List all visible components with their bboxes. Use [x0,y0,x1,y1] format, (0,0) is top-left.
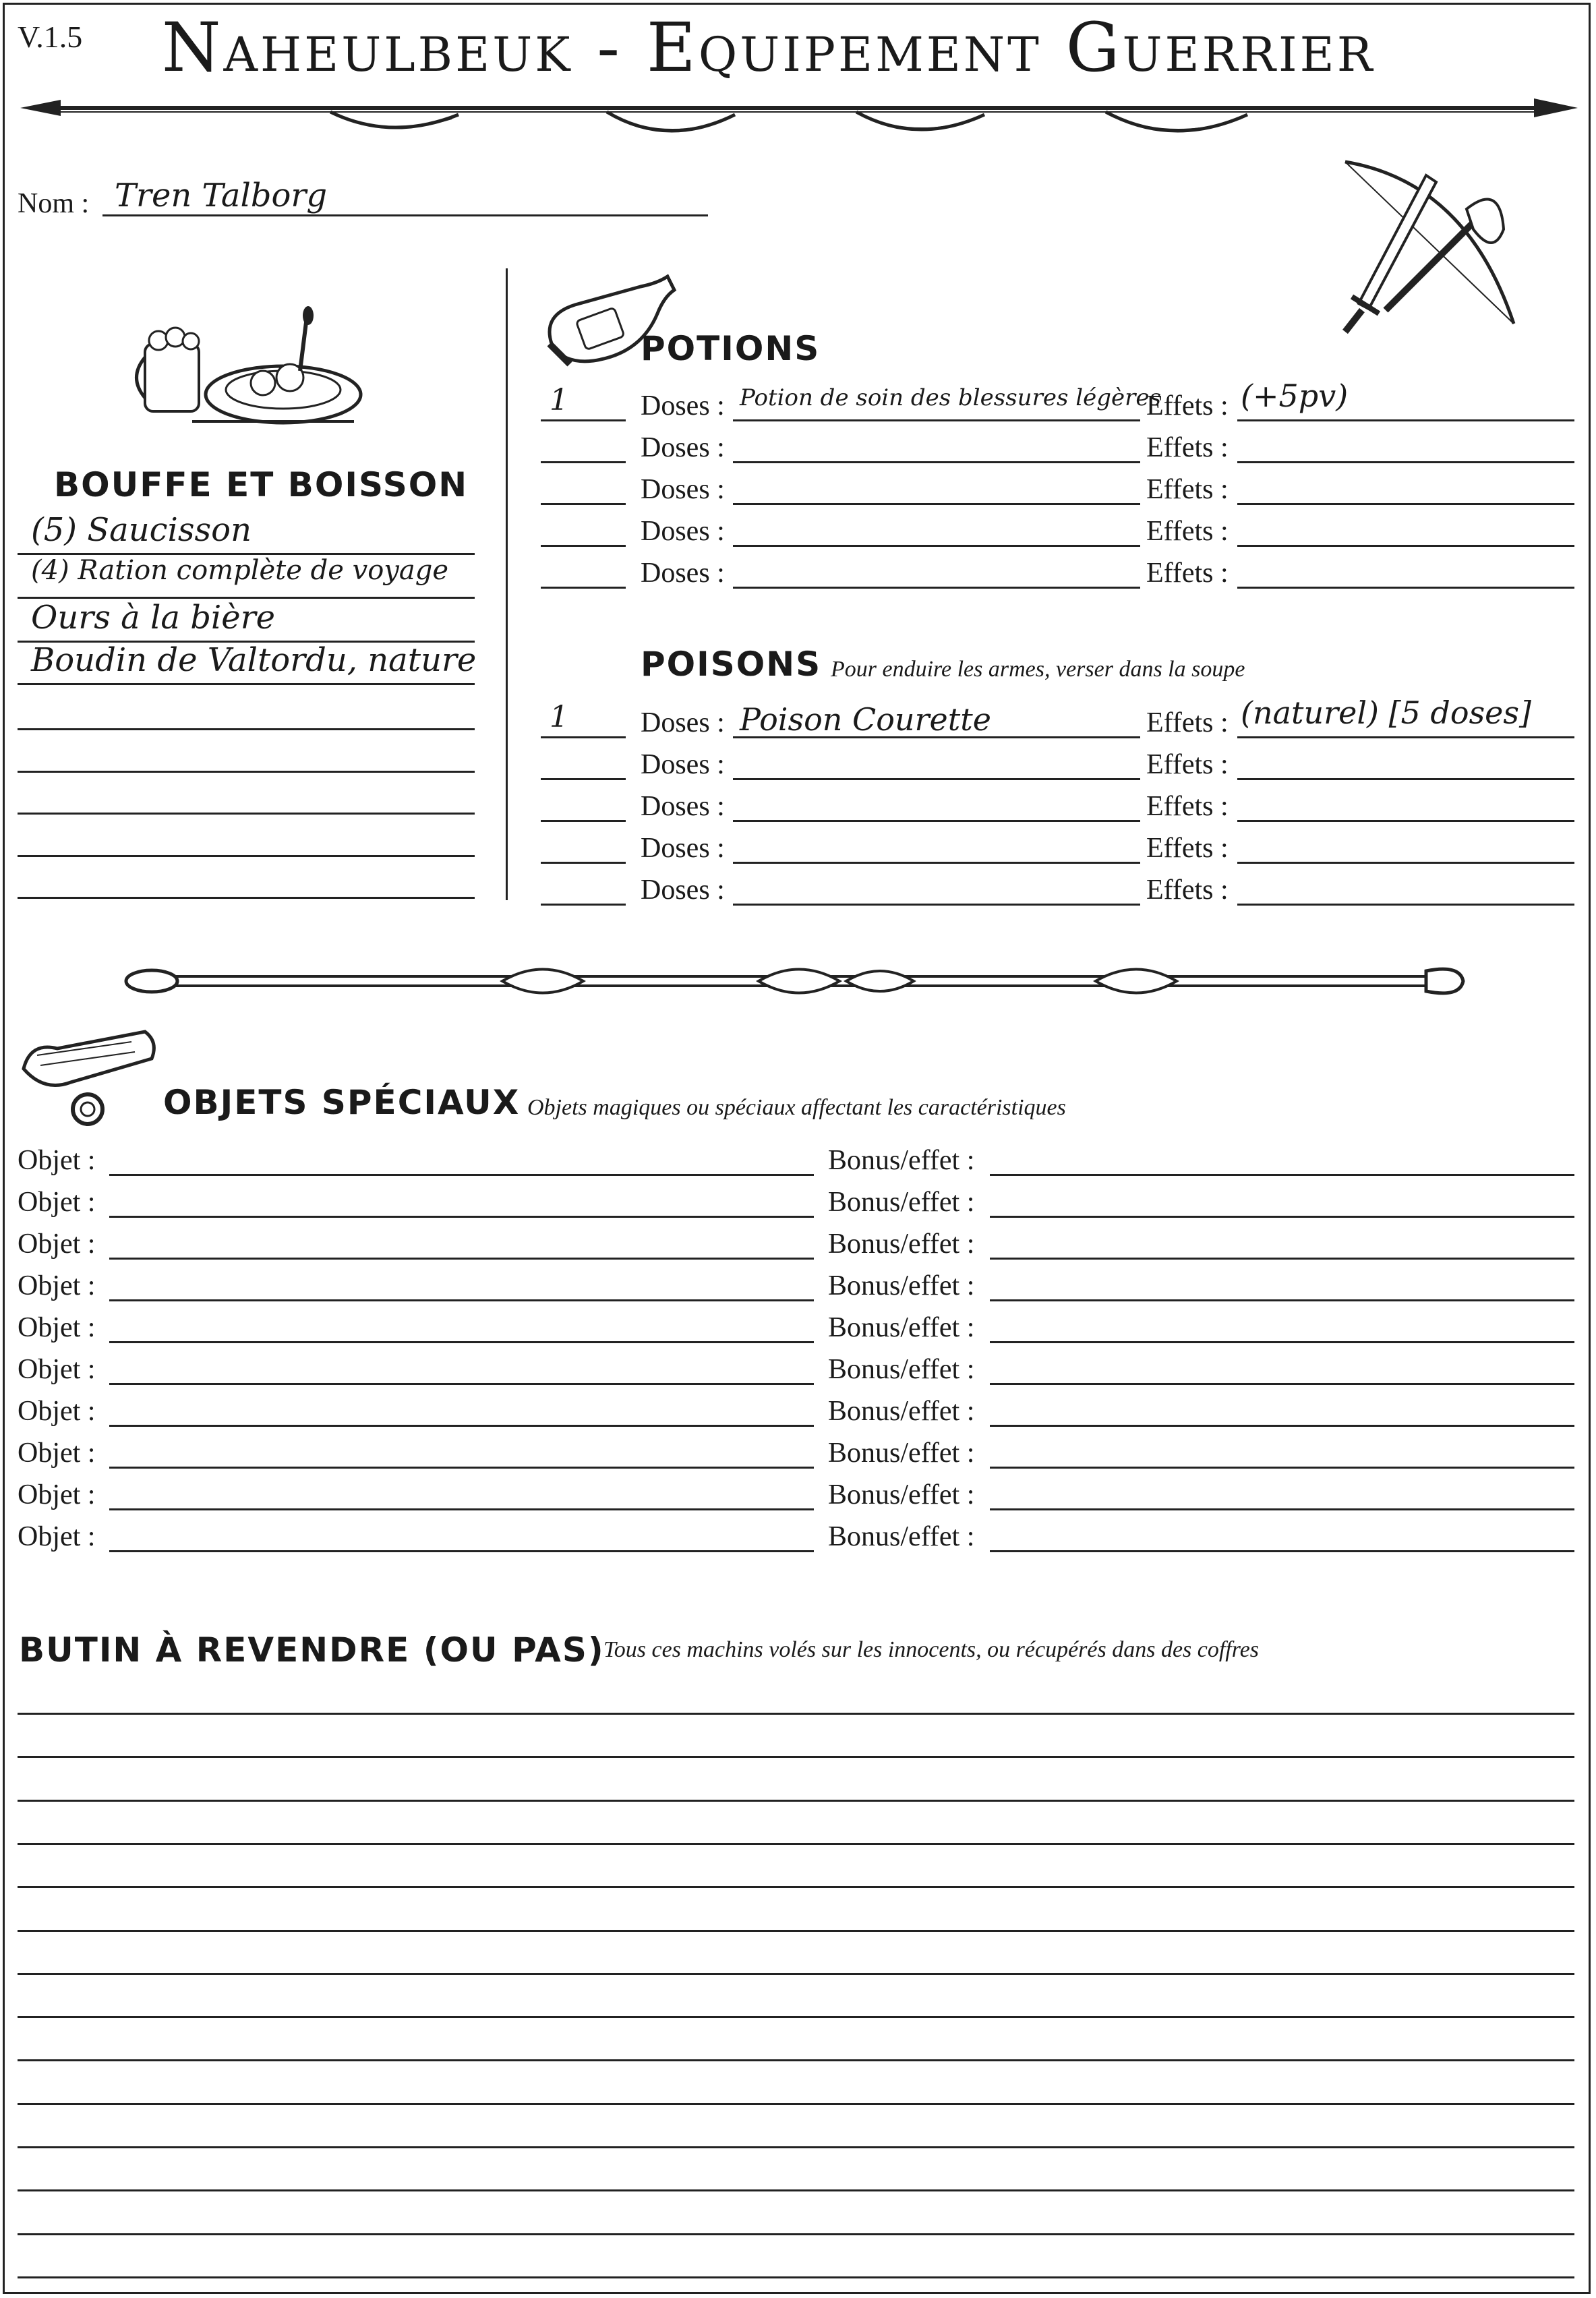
potion-effect-line [1237,587,1574,589]
bonus-line[interactable] [990,1341,1574,1343]
poison-effect-line [1237,778,1574,780]
potion-effets-label: Effets : [1146,390,1229,421]
objet-label: Objet : [18,1270,96,1301]
bonus-label: Bonus/effet : [828,1145,975,1176]
poison-doses-label: Doses : [641,707,725,738]
poison-effets-label: Effets : [1146,833,1229,864]
poison-name-line [733,862,1140,864]
objet-label: Objet : [18,1438,96,1469]
potion-qty-line [541,587,626,589]
bonus-label: Bonus/effet : [828,1521,975,1552]
potion-doses-label: Doses : [641,558,725,589]
objet-label: Objet : [18,1229,96,1260]
potion-effect[interactable]: (+5pv) [1241,378,1349,414]
bonus-line[interactable] [990,1467,1574,1469]
poison-qty-line [541,904,626,906]
potion-name-line [733,419,1140,421]
objet-line[interactable] [109,1508,814,1510]
potion-name-line [733,545,1140,547]
potion-name-line [733,461,1140,463]
poison-doses-label: Doses : [641,749,725,780]
loot-line[interactable] [18,1713,1574,1715]
bonus-line[interactable] [990,1174,1574,1176]
bonus-line[interactable] [990,1508,1574,1510]
poison-qty-line [541,862,626,864]
potion-effect-line [1237,461,1574,463]
food-plate-icon [138,303,367,432]
loot-line[interactable] [18,2146,1574,2148]
objet-label: Objet : [18,1354,96,1385]
special-heading: OBJETS SPÉCIAUX [163,1083,521,1122]
bonus-label: Bonus/effet : [828,1270,975,1301]
poison-effect-line [1237,862,1574,864]
potion-doses-label: Doses : [641,390,725,421]
bonus-label: Bonus/effet : [828,1312,975,1343]
objet-label: Objet : [18,1521,96,1552]
food-line [18,855,475,857]
bonus-label: Bonus/effet : [828,1438,975,1469]
page-title: Naheulbeuk - Equipement Guerrier [162,8,1376,87]
objet-label: Objet : [18,1479,96,1510]
poison-effets-label: Effets : [1146,707,1229,738]
objet-line[interactable] [109,1341,814,1343]
poison-name-line [733,820,1140,822]
name-line [102,214,708,216]
potion-effets-label: Effets : [1146,558,1229,589]
potion-effets-label: Effets : [1146,516,1229,547]
poison-effets-label: Effets : [1146,791,1229,822]
objet-line[interactable] [109,1216,814,1218]
objet-label: Objet : [18,1187,96,1218]
food-item[interactable]: (5) Saucisson [31,511,252,549]
potion-qty-line [541,545,626,547]
bonus-line[interactable] [990,1550,1574,1552]
bonus-label: Bonus/effet : [828,1479,975,1510]
poison-effect-line [1237,820,1574,822]
food-heading: BOUFFE ET BOISSON [54,465,469,504]
bonus-label: Bonus/effet : [828,1354,975,1385]
poison-name-line [733,778,1140,780]
food-item[interactable]: (4) Ration complète de voyage [31,555,449,586]
poison-name-line [733,904,1140,906]
version-label: V.1.5 [18,20,83,54]
potion-name[interactable]: Potion de soin des blessures légères [740,384,1161,411]
potion-qty-line [541,503,626,505]
potion-name-line [733,587,1140,589]
poison-qty-line [541,778,626,780]
potion-effect-line [1237,503,1574,505]
food-item[interactable]: Ours à la bière [31,599,276,637]
bonus-line[interactable] [990,1299,1574,1301]
scroll-ring-icon [17,1028,158,1129]
food-item[interactable]: Boudin de Valtordu, nature [31,641,477,679]
name-value[interactable]: Tren Talborg [115,177,328,214]
potion-doses-label: Doses : [641,432,725,463]
objet-line[interactable] [109,1258,814,1260]
food-line [18,771,475,773]
bonus-line[interactable] [990,1258,1574,1260]
poison-qty-line [541,736,626,738]
loot-heading: BUTIN À REVENDRE (OU PAS) [19,1630,605,1670]
loot-line[interactable] [18,1756,1574,1758]
poison-effect[interactable]: (naturel) [5 doses] [1241,695,1531,731]
objet-line[interactable] [109,1299,814,1301]
special-subtitle: Objets magiques ou spéciaux affectant les caractéristiques [527,1095,1066,1120]
bonus-label: Bonus/effet : [828,1396,975,1427]
loot-line[interactable] [18,2189,1574,2191]
potion-qty-line [541,419,626,421]
potion-name-line [733,503,1140,505]
bonus-line[interactable] [990,1216,1574,1218]
food-line [18,728,475,730]
loot-line[interactable] [18,1930,1574,1932]
crossed-weapons-icon [1332,155,1527,337]
loot-subtitle: Tous ces machins volés sur les innocents, ou récupérés dans des coffres [603,1637,1260,1662]
name-label: Nom : [18,188,90,219]
spear-divider-icon [13,81,1585,148]
food-line [18,897,475,899]
potion-effect-line [1237,545,1574,547]
food-line [18,813,475,815]
poison-doses-label: Doses : [641,875,725,906]
objet-line[interactable] [109,1383,814,1385]
loot-line[interactable] [18,1800,1574,1802]
loot-line[interactable] [18,2233,1574,2235]
potion-effets-label: Effets : [1146,474,1229,505]
objet-line[interactable] [109,1550,814,1552]
poison-doses-label: Doses : [641,833,725,864]
column-divider [506,268,508,900]
poisons-subtitle: Pour enduire les armes, verser dans la soupe [831,657,1245,682]
poison-name[interactable]: Poison Courette [740,701,991,738]
objet-line[interactable] [109,1174,814,1176]
potion-doses-label: Doses : [641,516,725,547]
objet-line[interactable] [109,1425,814,1427]
poison-doses-label: Doses : [641,791,725,822]
poison-effets-label: Effets : [1146,875,1229,906]
potions-heading: POTIONS [641,329,821,368]
bonus-label: Bonus/effet : [828,1229,975,1260]
poison-effets-label: Effets : [1146,749,1229,780]
poisons-heading: POISONS [641,645,822,684]
loot-line[interactable] [18,1886,1574,1888]
poison-effect-line [1237,736,1574,738]
food-line [18,683,475,685]
bonus-line[interactable] [990,1425,1574,1427]
staff-divider-icon [125,958,1467,1005]
potion-effets-label: Effets : [1146,432,1229,463]
potion-doses-label: Doses : [641,474,725,505]
loot-line[interactable] [18,1843,1574,1845]
objet-label: Objet : [18,1145,96,1176]
loot-line[interactable] [18,1973,1574,1975]
potion-qty-line [541,461,626,463]
bonus-label: Bonus/effet : [828,1187,975,1218]
loot-line[interactable] [18,2103,1574,2105]
loot-line[interactable] [18,2276,1574,2278]
poison-qty-line [541,820,626,822]
objet-label: Objet : [18,1312,96,1343]
potion-qty[interactable]: 1 [550,383,568,417]
objet-line[interactable] [109,1467,814,1469]
poison-effect-line [1237,904,1574,906]
bonus-line[interactable] [990,1383,1574,1385]
loot-line[interactable] [18,2016,1574,2018]
poison-qty[interactable]: 1 [550,700,568,734]
objet-label: Objet : [18,1396,96,1427]
loot-line[interactable] [18,2059,1574,2061]
potion-effect-line [1237,419,1574,421]
